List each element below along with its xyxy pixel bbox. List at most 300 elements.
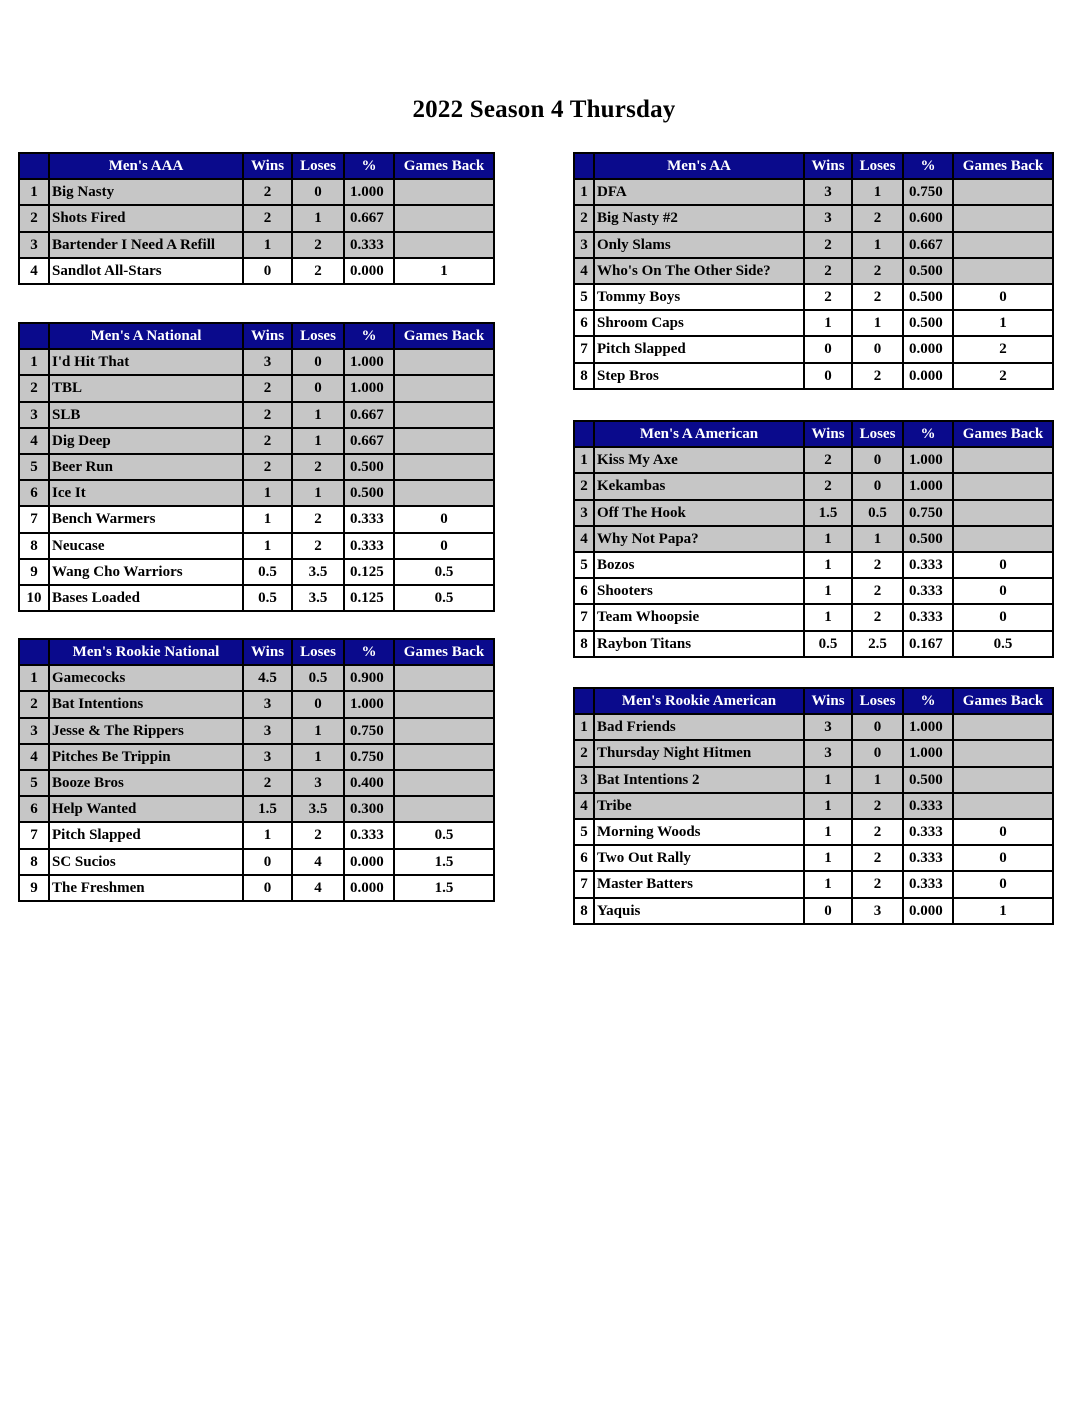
pct-cell: 1.000 — [903, 473, 953, 499]
team-name-cell: Raybon Titans — [594, 631, 804, 657]
pct-cell: 0.000 — [344, 258, 394, 284]
standings-table-mens-a-national — [18, 322, 495, 612]
loses-cell: 2 — [852, 845, 903, 871]
loses-cell: 1 — [292, 718, 344, 744]
table-header-row — [574, 688, 1053, 714]
table-row — [574, 310, 1053, 336]
rank-cell: 3 — [574, 232, 594, 258]
rank-cell: 2 — [19, 375, 49, 401]
team-name-cell: Bases Loaded — [49, 585, 243, 611]
pct-cell: 1.000 — [344, 375, 394, 401]
pct-cell: 0.333 — [903, 819, 953, 845]
wins-cell: 1 — [243, 533, 292, 559]
team-name-cell: Gamecocks — [49, 665, 243, 691]
pct-cell: 1.000 — [344, 691, 394, 717]
loses-cell: 0 — [292, 691, 344, 717]
team-name-cell: Neucase — [49, 533, 243, 559]
pct-column-header: % — [344, 639, 394, 665]
wins-cell: 0 — [804, 336, 852, 362]
loses-cell: 1 — [852, 310, 903, 336]
table-row — [574, 447, 1053, 473]
wins-cell: 0 — [243, 849, 292, 875]
rank-cell: 5 — [19, 770, 49, 796]
pct-cell: 0.333 — [344, 822, 394, 848]
table-row — [19, 585, 494, 611]
rank-cell: 6 — [574, 845, 594, 871]
table-header-row — [574, 421, 1053, 447]
table-row — [19, 232, 494, 258]
loses-cell: 0 — [292, 375, 344, 401]
rank-cell: 3 — [574, 500, 594, 526]
team-name-cell: Pitch Slapped — [49, 822, 243, 848]
rank-cell: 7 — [19, 506, 49, 532]
table-row — [19, 349, 494, 375]
pct-cell: 0.333 — [903, 578, 953, 604]
table-row — [19, 179, 494, 205]
pct-cell: 0.750 — [344, 744, 394, 770]
loses-cell: 1 — [292, 402, 344, 428]
table-row — [574, 473, 1053, 499]
table-row — [574, 526, 1053, 552]
loses-cell: 2 — [852, 258, 903, 284]
rank-cell: 6 — [574, 578, 594, 604]
pct-cell: 1.000 — [903, 447, 953, 473]
pct-cell: 0.000 — [344, 849, 394, 875]
rank-cell: 7 — [574, 336, 594, 362]
loses-cell: 1 — [292, 428, 344, 454]
pct-cell: 0.750 — [903, 500, 953, 526]
wins-cell: 3 — [243, 744, 292, 770]
wins-cell: 1 — [804, 819, 852, 845]
rank-cell: 5 — [574, 819, 594, 845]
rank-cell: 9 — [19, 559, 49, 585]
wins-cell: 1 — [804, 526, 852, 552]
wins-cell: 1.5 — [804, 500, 852, 526]
games-back-cell — [394, 665, 494, 691]
games-back-cell: 2 — [953, 363, 1053, 389]
rank-cell: 2 — [574, 205, 594, 231]
team-name-cell: Thursday Night Hitmen — [594, 740, 804, 766]
wins-cell: 0 — [243, 875, 292, 901]
loses-cell: 2 — [852, 819, 903, 845]
pct-cell: 0.333 — [903, 845, 953, 871]
division-title: Men's Rookie National — [49, 639, 243, 665]
wins-cell: 2 — [243, 375, 292, 401]
rank-column-header — [574, 688, 594, 714]
team-name-cell: Jesse & The Rippers — [49, 718, 243, 744]
team-name-cell: I'd Hit That — [49, 349, 243, 375]
games-back-cell: 0 — [953, 819, 1053, 845]
games-back-cell: 0.5 — [394, 822, 494, 848]
pct-column-header: % — [903, 153, 953, 179]
loses-cell: 0.5 — [292, 665, 344, 691]
rank-cell: 3 — [19, 232, 49, 258]
rank-cell: 4 — [574, 793, 594, 819]
pct-cell: 1.000 — [903, 714, 953, 740]
games-back-cell: 1.5 — [394, 875, 494, 901]
wins-cell: 1 — [243, 232, 292, 258]
loses-cell: 2 — [852, 578, 903, 604]
team-name-cell: Shroom Caps — [594, 310, 804, 336]
pct-cell: 0.167 — [903, 631, 953, 657]
pct-column-header: % — [344, 323, 394, 349]
loses-column-header: Loses — [852, 421, 903, 447]
pct-cell: 0.900 — [344, 665, 394, 691]
loses-cell: 0 — [852, 473, 903, 499]
wins-cell: 2 — [243, 428, 292, 454]
rank-cell: 1 — [574, 447, 594, 473]
games-back-cell — [394, 796, 494, 822]
rank-cell: 9 — [19, 875, 49, 901]
games-back-cell — [394, 232, 494, 258]
wins-cell: 3 — [243, 718, 292, 744]
wins-cell: 4.5 — [243, 665, 292, 691]
division-title: Men's Rookie American — [594, 688, 804, 714]
team-name-cell: Tribe — [594, 793, 804, 819]
games-back-cell — [394, 718, 494, 744]
rank-cell: 8 — [574, 631, 594, 657]
loses-column-header: Loses — [852, 688, 903, 714]
loses-cell: 0.5 — [852, 500, 903, 526]
rank-cell: 4 — [574, 526, 594, 552]
wins-cell: 0.5 — [804, 631, 852, 657]
games-back-cell: 1 — [953, 310, 1053, 336]
wins-column-header: Wins — [243, 639, 292, 665]
pct-cell: 1.000 — [344, 349, 394, 375]
games-back-cell: 0 — [953, 604, 1053, 630]
wins-cell: 1 — [804, 767, 852, 793]
table-row — [574, 819, 1053, 845]
games-back-column-header: Games Back — [953, 153, 1053, 179]
pct-cell: 0.333 — [344, 232, 394, 258]
loses-column-header: Loses — [292, 323, 344, 349]
rank-cell: 8 — [574, 898, 594, 924]
loses-cell: 2 — [852, 363, 903, 389]
team-name-cell: Big Nasty #2 — [594, 205, 804, 231]
rank-column-header — [574, 153, 594, 179]
loses-cell: 1 — [292, 744, 344, 770]
team-name-cell: Bartender I Need A Refill — [49, 232, 243, 258]
games-back-cell — [394, 428, 494, 454]
loses-cell: 2 — [852, 793, 903, 819]
division-title: Men's A American — [594, 421, 804, 447]
table-row — [574, 767, 1053, 793]
team-name-cell: Step Bros — [594, 363, 804, 389]
games-back-cell — [394, 744, 494, 770]
table-row — [574, 500, 1053, 526]
table-row — [19, 770, 494, 796]
team-name-cell: Help Wanted — [49, 796, 243, 822]
wins-cell: 0.5 — [243, 559, 292, 585]
pct-cell: 0.000 — [344, 875, 394, 901]
rank-cell: 8 — [19, 849, 49, 875]
games-back-column-header: Games Back — [394, 639, 494, 665]
pct-cell: 0.000 — [903, 363, 953, 389]
pct-cell: 0.500 — [344, 480, 394, 506]
wins-cell: 1 — [804, 578, 852, 604]
wins-cell: 1.5 — [243, 796, 292, 822]
wins-cell: 3 — [243, 349, 292, 375]
games-back-cell — [394, 402, 494, 428]
page-title: 2022 Season 4 Thursday — [412, 96, 676, 123]
wins-cell: 0.5 — [243, 585, 292, 611]
rank-cell: 5 — [19, 454, 49, 480]
standings-table-mens-rookie-american — [573, 687, 1054, 925]
loses-column-header: Loses — [852, 153, 903, 179]
rank-cell: 8 — [574, 363, 594, 389]
table-row — [19, 402, 494, 428]
loses-cell: 2 — [292, 454, 344, 480]
loses-cell: 1 — [852, 526, 903, 552]
wins-cell: 1 — [804, 871, 852, 897]
loses-cell: 2 — [292, 533, 344, 559]
table-row — [19, 796, 494, 822]
team-name-cell: Pitches Be Trippin — [49, 744, 243, 770]
team-name-cell: Kekambas — [594, 473, 804, 499]
loses-cell: 2 — [292, 232, 344, 258]
games-back-cell — [394, 480, 494, 506]
loses-cell: 3 — [292, 770, 344, 796]
pct-cell: 0.500 — [903, 767, 953, 793]
wins-column-header: Wins — [243, 323, 292, 349]
loses-cell: 2 — [852, 284, 903, 310]
wins-cell: 3 — [804, 179, 852, 205]
pct-cell: 0.333 — [903, 793, 953, 819]
rank-cell: 2 — [19, 205, 49, 231]
rank-cell: 1 — [574, 179, 594, 205]
loses-cell: 1 — [292, 205, 344, 231]
games-back-cell: 0.5 — [394, 585, 494, 611]
wins-cell: 2 — [243, 402, 292, 428]
wins-cell: 3 — [243, 691, 292, 717]
wins-cell: 1 — [804, 604, 852, 630]
pct-cell: 0.750 — [903, 179, 953, 205]
team-name-cell: Wang Cho Warriors — [49, 559, 243, 585]
rank-column-header — [19, 323, 49, 349]
pct-cell: 0.000 — [903, 336, 953, 362]
table-row — [574, 336, 1053, 362]
table-row — [19, 665, 494, 691]
team-name-cell: Pitch Slapped — [594, 336, 804, 362]
games-back-cell — [394, 454, 494, 480]
table-row — [574, 205, 1053, 231]
games-back-cell — [394, 179, 494, 205]
pct-cell: 1.000 — [903, 740, 953, 766]
table-row — [19, 559, 494, 585]
rank-cell: 3 — [19, 402, 49, 428]
table-row — [19, 205, 494, 231]
loses-cell: 0 — [852, 714, 903, 740]
team-name-cell: DFA — [594, 179, 804, 205]
rank-cell: 2 — [574, 740, 594, 766]
table-row — [574, 845, 1053, 871]
wins-cell: 1 — [804, 310, 852, 336]
team-name-cell: Why Not Papa? — [594, 526, 804, 552]
table-header-row — [19, 323, 494, 349]
games-back-column-header: Games Back — [953, 688, 1053, 714]
rank-cell: 4 — [574, 258, 594, 284]
rank-column-header — [19, 153, 49, 179]
games-back-cell — [394, 349, 494, 375]
rank-cell: 8 — [19, 533, 49, 559]
wins-column-header: Wins — [243, 153, 292, 179]
team-name-cell: Bad Friends — [594, 714, 804, 740]
wins-column-header: Wins — [804, 153, 852, 179]
games-back-cell — [394, 375, 494, 401]
games-back-cell — [394, 205, 494, 231]
table-row — [574, 604, 1053, 630]
table-row — [19, 875, 494, 901]
wins-cell: 2 — [804, 258, 852, 284]
team-name-cell: Ice It — [49, 480, 243, 506]
wins-cell: 2 — [804, 447, 852, 473]
table-header-row — [19, 639, 494, 665]
table-row — [574, 258, 1053, 284]
wins-cell: 1 — [243, 506, 292, 532]
games-back-cell: 1 — [394, 258, 494, 284]
rank-cell: 1 — [19, 349, 49, 375]
standings-table-mens-aa — [573, 152, 1054, 390]
games-back-cell — [953, 767, 1053, 793]
team-name-cell: Two Out Rally — [594, 845, 804, 871]
wins-cell: 2 — [243, 454, 292, 480]
wins-cell: 3 — [804, 205, 852, 231]
loses-cell: 3 — [852, 898, 903, 924]
games-back-cell — [394, 691, 494, 717]
table-row — [574, 552, 1053, 578]
team-name-cell: Yaquis — [594, 898, 804, 924]
table-row — [574, 631, 1053, 657]
games-back-cell — [394, 770, 494, 796]
table-row — [574, 898, 1053, 924]
team-name-cell: Tommy Boys — [594, 284, 804, 310]
team-name-cell: Shots Fired — [49, 205, 243, 231]
pct-cell: 0.667 — [344, 428, 394, 454]
pct-cell: 0.500 — [344, 454, 394, 480]
loses-column-header: Loses — [292, 153, 344, 179]
games-back-cell — [953, 179, 1053, 205]
team-name-cell: Bat Intentions — [49, 691, 243, 717]
table-row — [19, 718, 494, 744]
games-back-cell: 0.5 — [394, 559, 494, 585]
rank-cell: 7 — [574, 604, 594, 630]
table-row — [19, 822, 494, 848]
team-name-cell: Bozos — [594, 552, 804, 578]
table-row — [574, 179, 1053, 205]
pct-cell: 0.333 — [903, 871, 953, 897]
rank-cell: 4 — [19, 744, 49, 770]
pct-cell: 0.500 — [903, 526, 953, 552]
loses-cell: 1 — [292, 480, 344, 506]
games-back-cell — [953, 232, 1053, 258]
team-name-cell: Kiss My Axe — [594, 447, 804, 473]
pct-cell: 0.333 — [903, 552, 953, 578]
loses-cell: 1 — [852, 767, 903, 793]
games-back-cell: 0 — [953, 871, 1053, 897]
loses-cell: 0 — [852, 447, 903, 473]
pct-cell: 0.125 — [344, 585, 394, 611]
loses-cell: 2 — [292, 258, 344, 284]
team-name-cell: Morning Woods — [594, 819, 804, 845]
standings-table-mens-a-american — [573, 420, 1054, 658]
pct-cell: 0.600 — [903, 205, 953, 231]
team-name-cell: TBL — [49, 375, 243, 401]
table-row — [574, 284, 1053, 310]
pct-cell: 0.750 — [344, 718, 394, 744]
table-row — [19, 744, 494, 770]
games-back-cell: 0 — [394, 506, 494, 532]
loses-cell: 2.5 — [852, 631, 903, 657]
games-back-cell: 1.5 — [394, 849, 494, 875]
wins-cell: 1 — [804, 793, 852, 819]
games-back-cell: 0 — [953, 284, 1053, 310]
table-row — [574, 871, 1053, 897]
pct-column-header: % — [903, 688, 953, 714]
rank-cell: 3 — [574, 767, 594, 793]
team-name-cell: Team Whoopsie — [594, 604, 804, 630]
rank-cell: 6 — [574, 310, 594, 336]
rank-cell: 7 — [19, 822, 49, 848]
wins-cell: 0 — [804, 363, 852, 389]
games-back-column-header: Games Back — [394, 153, 494, 179]
table-row — [19, 480, 494, 506]
team-name-cell: Big Nasty — [49, 179, 243, 205]
wins-cell: 2 — [804, 232, 852, 258]
loses-cell: 0 — [292, 179, 344, 205]
pct-cell: 0.333 — [903, 604, 953, 630]
table-header-row — [19, 153, 494, 179]
wins-column-header: Wins — [804, 688, 852, 714]
table-row — [19, 533, 494, 559]
loses-cell: 2 — [852, 552, 903, 578]
table-row — [574, 232, 1053, 258]
wins-cell: 2 — [804, 284, 852, 310]
rank-cell: 5 — [574, 284, 594, 310]
games-back-cell — [953, 793, 1053, 819]
loses-cell: 4 — [292, 849, 344, 875]
team-name-cell: SC Sucios — [49, 849, 243, 875]
loses-cell: 0 — [292, 349, 344, 375]
games-back-cell — [953, 205, 1053, 231]
pct-cell: 0.300 — [344, 796, 394, 822]
games-back-cell: 1 — [953, 898, 1053, 924]
pct-column-header: % — [344, 153, 394, 179]
pct-cell: 0.333 — [344, 506, 394, 532]
games-back-column-header: Games Back — [394, 323, 494, 349]
loses-cell: 2 — [292, 506, 344, 532]
games-back-cell — [953, 526, 1053, 552]
table-header-row — [574, 153, 1053, 179]
loses-cell: 1 — [852, 179, 903, 205]
table-row — [19, 258, 494, 284]
rank-cell: 3 — [19, 718, 49, 744]
table-row — [574, 793, 1053, 819]
games-back-cell — [953, 714, 1053, 740]
loses-cell: 0 — [852, 336, 903, 362]
loses-cell: 1 — [852, 232, 903, 258]
pct-cell: 0.667 — [344, 205, 394, 231]
games-back-cell: 0 — [953, 552, 1053, 578]
games-back-cell — [953, 258, 1053, 284]
division-title: Men's AAA — [49, 153, 243, 179]
rank-cell: 1 — [19, 179, 49, 205]
division-title: Men's A National — [49, 323, 243, 349]
loses-cell: 2 — [852, 205, 903, 231]
team-name-cell: Sandlot All-Stars — [49, 258, 243, 284]
rank-cell: 5 — [574, 552, 594, 578]
loses-cell: 2 — [292, 822, 344, 848]
rank-cell: 1 — [19, 665, 49, 691]
